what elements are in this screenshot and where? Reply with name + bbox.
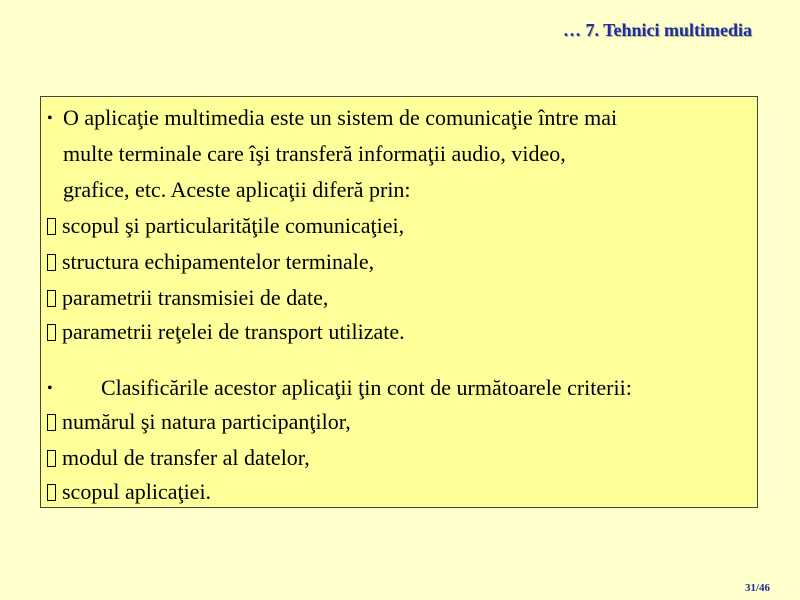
list-item-text: parametrii reţelei de transport utilizate. [62, 319, 405, 344]
list-item [47, 319, 405, 345]
paragraph-text: multe terminale care îşi transferă informaţii audio, video, [63, 141, 566, 166]
square-bullet-icon [47, 450, 56, 467]
content-box [40, 96, 758, 508]
paragraph-2-line-1 [47, 375, 632, 402]
list-item-text: modul de transfer al datelor, [62, 445, 310, 470]
bullet-icon: • [47, 110, 53, 127]
bullet-icon: • [47, 380, 53, 397]
list-item-text: parametrii transmisiei de date, [62, 285, 329, 310]
paragraph-text: O aplicaţie multimedia este un sistem de comunicaţie între mai [63, 105, 618, 130]
square-bullet-icon [47, 324, 56, 341]
paragraph-1-line-1 [47, 105, 617, 132]
list-item-text: scopul şi particularităţile comunicaţiei, [62, 213, 405, 238]
list-item [47, 249, 374, 275]
page-number: 31/46 [744, 582, 770, 594]
list-item [47, 445, 310, 471]
list-item [47, 479, 211, 505]
list-item-text: scopul aplicaţiei. [62, 479, 212, 504]
list-item-text: numărul şi natura participanţilor, [62, 409, 351, 434]
square-bullet-icon [47, 254, 56, 271]
square-bullet-icon [47, 484, 56, 501]
paragraph-text: Clasificările acestor aplicaţii ţin cont de următoarele criterii: [101, 375, 632, 400]
slide-title: … 7. Tehnici multimedia [562, 20, 752, 40]
paragraph-1-line-2 [47, 141, 566, 167]
list-item [47, 409, 351, 435]
paragraph-text: grafice, etc. Aceste aplicaţii diferă prin: [63, 177, 411, 202]
square-bullet-icon [47, 218, 56, 235]
square-bullet-icon [47, 290, 56, 307]
list-item [47, 285, 328, 311]
square-bullet-icon [47, 414, 56, 431]
paragraph-1-line-3 [47, 177, 411, 203]
list-item-text: structura echipamentelor terminale, [62, 249, 375, 274]
list-item [47, 213, 404, 239]
